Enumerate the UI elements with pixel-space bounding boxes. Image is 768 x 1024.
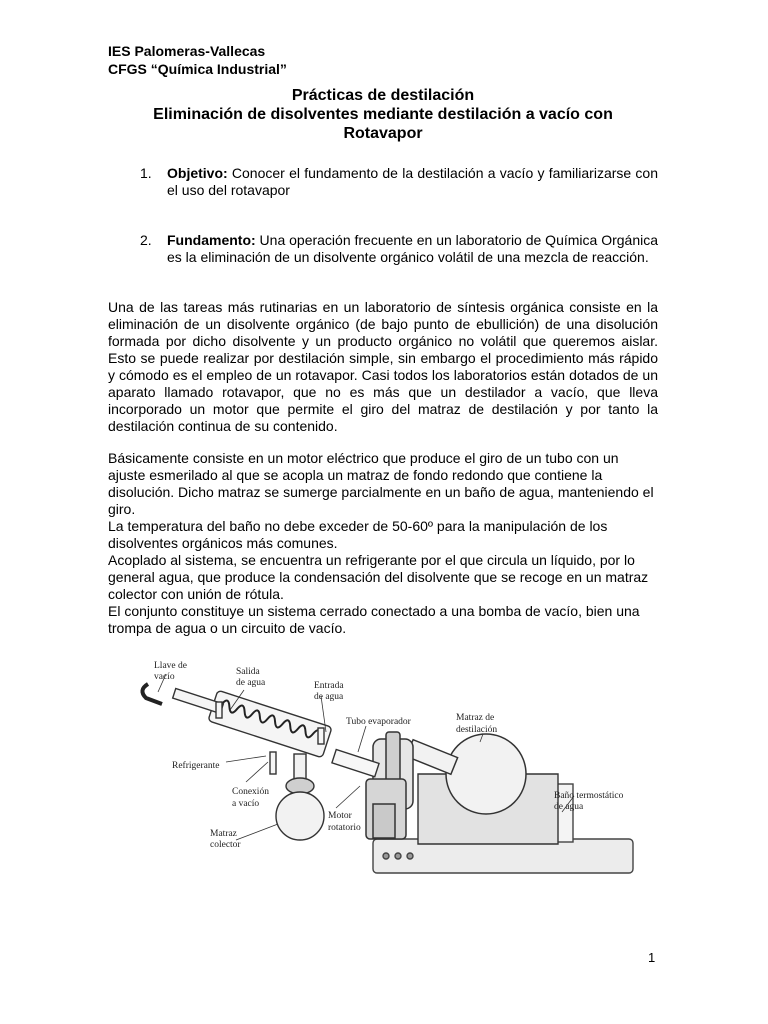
label-llave: vacío	[154, 672, 175, 682]
label-salida: Salida	[236, 667, 260, 677]
label-tubo: Tubo evaporador	[346, 717, 411, 727]
label-llave: Llave de	[154, 661, 187, 671]
label-entrada: de agua	[314, 692, 344, 702]
label-matraz-destilacion: destilación	[456, 725, 498, 735]
section-heading: Fundamento:	[167, 232, 256, 248]
section-fundamento	[140, 232, 658, 266]
label-conexion: Conexión	[232, 787, 269, 797]
section-heading: Objetivo:	[167, 165, 228, 181]
label-salida: de agua	[236, 678, 266, 688]
paragraph-line: El conjunto constituye un sistema cerrado conectado a una bomba de vacío, bien una trompa de agua o un circuito de vacío.	[108, 603, 640, 636]
title-line-2: Eliminación de disolventes mediante destilación a vacío con	[153, 106, 613, 123]
institution-name: IES Palomeras-Vallecas	[108, 43, 266, 59]
label-motor: Motor	[328, 811, 352, 821]
label-colector: Matraz	[210, 829, 237, 839]
paragraph-line: Acoplado al sistema, se encuentra un refrigerante por el que circula un líquido, por lo general agua, que produce la condensación del disolvente que se recoge en un matraz colector con unión de rótula.	[108, 552, 649, 602]
label-refrigerante: Refrigerante	[172, 761, 220, 771]
section-number: 2.	[140, 232, 152, 248]
rotavapor-diagram	[118, 644, 648, 884]
section-text: Conocer el fundamento de la destilación a vacío y familiarizarse con el uso del rotavapor	[167, 165, 658, 198]
section-objetivo	[140, 165, 658, 199]
label-matraz-destilacion: Matraz de	[456, 713, 495, 723]
section-number: 1.	[140, 165, 152, 181]
paragraph-intro: Una de las tareas más rutinarias en un laboratorio de síntesis orgánica consiste en la eliminación de un disolvente orgánico (de bajo punto de ebullición) de una disolución formada por dicho disolvente y un producto orgánico no volátil que queremos aislar. Esto se puede realizar por destilación simple, sin embargo el procedimiento más rápido y cómodo es el empleo de un rotavapor. Casi todos los laboratorios están dotados de un aparato llamado rotavapor, que no es más que un destilador a vacío, que lleva incorporado un motor que permite el giro del matraz de destilación y por tanto la destilación continua de su contenido.	[108, 299, 658, 434]
course-name: CFGS “Química Industrial”	[108, 61, 287, 77]
section-text: Una operación frecuente en un laboratorio de Química Orgánica es la eliminación de un disolvente orgánico volátil de una mezcla de reacción.	[167, 232, 659, 265]
document-title	[108, 86, 658, 143]
label-motor: rotatorio	[328, 823, 361, 833]
paragraph-description	[108, 450, 658, 637]
label-entrada: Entrada	[314, 681, 344, 691]
rotary-motor	[366, 732, 413, 839]
page-number: 1	[648, 950, 656, 965]
title-line-3: Rotavapor	[343, 125, 423, 142]
label-colector: colector	[210, 840, 241, 850]
label-bano: Baño termostático	[554, 791, 624, 801]
label-conexion: a vacío	[232, 799, 260, 809]
rotavapor-illustration	[118, 644, 648, 884]
document-header	[108, 42, 287, 78]
paragraph-line: Básicamente consiste en un motor eléctrico que produce el giro de un tubo con un ajuste esmerilado al que se acopla un matraz de fondo redondo que contiene la disolución. Dicho matraz se sumerge parcialmente en un baño de agua, manteniendo el giro.	[108, 450, 654, 517]
paragraph-line: La temperatura del baño no debe exceder de 50-60º para la manipulación de los disolventes orgánicos más comunes.	[108, 518, 608, 551]
title-line-1: Prácticas de destilación	[291, 87, 475, 104]
label-bano: de agua	[554, 802, 584, 812]
